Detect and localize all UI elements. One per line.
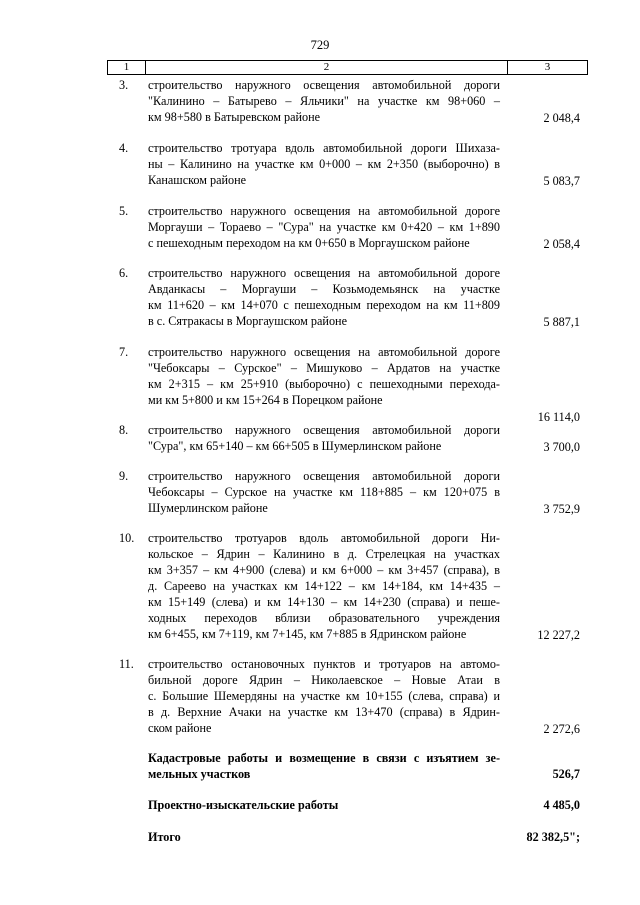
description-line: Канашском районе xyxy=(148,173,247,187)
description-line: Авданкасы – Моргауши – Козьмодемьянск на участке xyxy=(148,282,500,296)
row-value: 2 058,4 xyxy=(543,237,580,251)
description-line: с пешеходным переходом на км 0+650 в Моргаушском районе xyxy=(148,236,470,250)
row-number: 5. xyxy=(119,204,129,218)
summary-line: Проектно-изыскательские работы xyxy=(148,798,339,812)
header-col-1: 1 xyxy=(108,61,146,74)
header-col-3: 3 xyxy=(544,61,551,73)
table-header xyxy=(107,60,588,75)
description-line: с. Большие Шемердяны на участке км 10+155 (слева, справа) и xyxy=(148,689,500,703)
summary-label xyxy=(148,750,500,782)
row-number: 6. xyxy=(119,266,129,280)
row-description xyxy=(148,422,500,454)
summary-line: мельных участков xyxy=(148,767,251,781)
summary-value: 82 382,5"; xyxy=(526,830,580,844)
description-line: "Чебоксары – Сурское" – Мишуково – Ардатов на участке xyxy=(148,361,500,375)
description-line: строительство остановочных пунктов и тротуаров на автомо- xyxy=(148,657,500,671)
page-number: 729 xyxy=(310,38,330,52)
description-line: ми км 5+800 и км 15+264 в Порецком районе xyxy=(148,393,383,407)
row-number: 10. xyxy=(119,531,135,545)
description-line: км 6+455, км 7+119, км 7+145, км 7+885 в Ядринском районе xyxy=(148,627,467,641)
summary-line: Кадастровые работы и возмещение в связи с изъятием зе- xyxy=(148,751,500,765)
header-col-2: 2 xyxy=(146,61,508,74)
row-description xyxy=(148,203,500,251)
row-description xyxy=(148,344,500,408)
summary-label xyxy=(148,797,500,813)
row-number: 7. xyxy=(119,345,129,359)
row-description xyxy=(148,468,500,516)
description-line: строительство наружного освещения на автомобильной дороге xyxy=(148,204,500,218)
row-value: 3 752,9 xyxy=(543,502,580,516)
row-description xyxy=(148,530,500,642)
description-line: в с. Сятракасы в Моргаушском районе xyxy=(148,314,347,328)
description-line: км 3+357 – км 4+900 (слева) и км 6+000 – км 3+457 (справа), в xyxy=(148,563,500,577)
row-value: 2 272,6 xyxy=(543,722,580,736)
description-line: "Калинино – Батырево – Яльчики" на участке км 98+060 – xyxy=(148,94,500,108)
row-description xyxy=(148,656,500,736)
row-number: 8. xyxy=(119,423,129,437)
description-line: "Сура", км 65+140 – км 66+505 в Шумерлинском районе xyxy=(148,439,442,453)
description-line: км 2+315 – км 25+910 (выборочно) с пешеходными перехода- xyxy=(148,377,500,391)
row-number: 4. xyxy=(119,141,129,155)
description-line: д. Сареево на участках км 14+122 – км 14+184, км 14+435 – xyxy=(148,579,500,593)
row-value: 5 083,7 xyxy=(543,174,580,188)
description-line: км 15+149 (слева) и км 14+130 – км 14+230 (справа) и пеше- xyxy=(148,595,500,609)
description-line: в д. Верхние Ачаки на участке км 13+470 (справа) в Ядрин- xyxy=(148,705,500,719)
row-description xyxy=(148,265,500,329)
row-value: 12 227,2 xyxy=(537,628,580,642)
row-value: 3 700,0 xyxy=(543,440,580,454)
row-number: 9. xyxy=(119,469,129,483)
description-line: строительство наружного освещения на автомобильной дороге xyxy=(148,345,500,359)
description-line: бильной дороге Ядрин – Николаевское – Новые Атаи в xyxy=(148,673,500,687)
row-value: 16 114,0 xyxy=(537,410,580,424)
description-line: Чебоксары – Сурское на участке км 118+885 – км 120+075 в xyxy=(148,485,500,499)
row-description xyxy=(148,77,500,125)
summary-line: Итого xyxy=(148,830,181,844)
description-line: Моргауши – Тораево – "Сура" на участке км 0+420 – км 1+890 xyxy=(148,220,500,234)
description-line: строительство тротуаров вдоль автомобильной дороги Ни- xyxy=(148,531,500,545)
summary-value: 526,7 xyxy=(552,767,580,781)
description-line: строительство наружного освещения на автомобильной дороге xyxy=(148,266,500,280)
description-line: ны – Калинино на участке км 0+000 – км 2+350 (выборочно) в xyxy=(148,157,500,171)
row-value: 5 887,1 xyxy=(543,315,580,329)
description-line: Шумерлинском районе xyxy=(148,501,268,515)
description-line: км 98+580 в Батыревском районе xyxy=(148,110,321,124)
description-line: строительство наружного освещения автомобильной дороги xyxy=(148,423,500,437)
description-line: кольское – Ядрин – Калинино в д. Стрелецкая на участках xyxy=(148,547,500,561)
description-line: строительство наружного освещения автомобильной дороги xyxy=(148,78,500,92)
description-line: км 11+620 – км 14+070 с пешеходным переходом на км 11+809 xyxy=(148,298,500,312)
row-description xyxy=(148,140,500,188)
row-value: 2 048,4 xyxy=(543,111,580,125)
description-line: ходных переходов вблизи образовательного учреждения xyxy=(148,611,500,625)
description-line: ском районе xyxy=(148,721,212,735)
row-number: 3. xyxy=(119,78,129,92)
summary-value: 4 485,0 xyxy=(543,798,580,812)
description-line: строительство тротуара вдоль автомобильной дороги Шихаза- xyxy=(148,141,500,155)
description-line: строительство наружного освещения автомобильной дороги xyxy=(148,469,500,483)
row-number: 11. xyxy=(119,657,134,671)
summary-label xyxy=(148,829,500,845)
